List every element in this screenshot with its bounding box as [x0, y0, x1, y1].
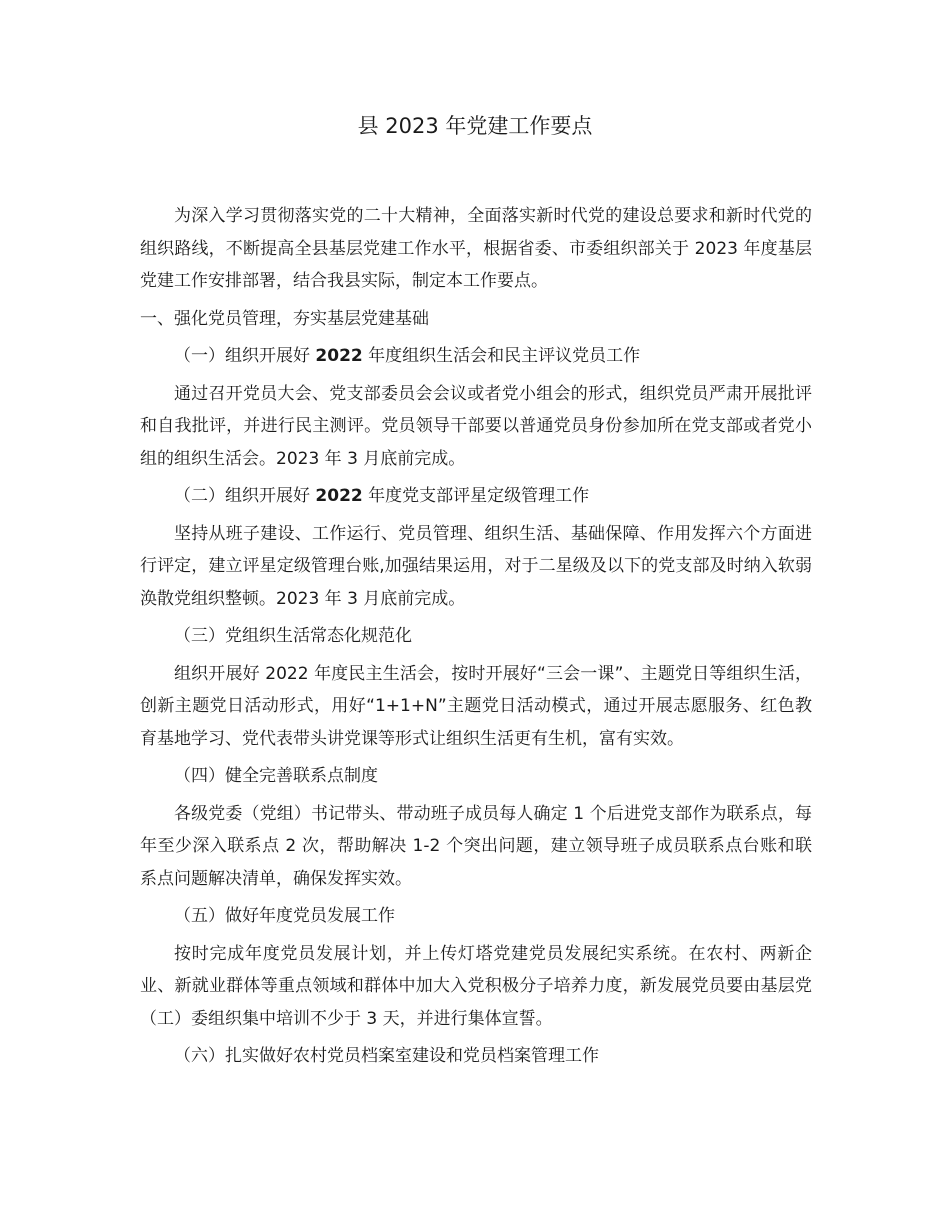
item-heading-suffix: 年度组织生活会和民主评议党员工作	[362, 346, 641, 366]
item-heading: （六）扎实做好农村党员档案室建设和党员档案管理工作	[174, 1046, 599, 1066]
item-heading-prefix: （二）组织开展好	[174, 486, 316, 506]
item-heading: （三）党组织生活常态化规范化	[174, 626, 412, 646]
item-heading: （四）健全完善联系点制度	[174, 766, 378, 786]
intro-paragraph: 为深入学习贯彻落实党的二十大精神，全面落实新时代党的建设总要求和新时代党的组织路线，不断提高全县基层党建工作水平，根据省委、市委组织部关于 2023 年度基层党建工作安排部署，结合我县实际，制定本工作要点。	[140, 206, 812, 291]
item-body: 各级党委（党组）书记带头、带动班子成员每人确定 1 个后进党支部作为联系点，每年至少深入联系点 2 次，帮助解决 1-2 个突出问题，建立领导班子成员联系点台账和联系点问题解决清单，确保发挥实效。	[140, 803, 812, 889]
item-body: 坚持从班子建设、工作运行、党员管理、组织生活、基础保障、作用发挥六个方面进行评定，建立评星定级管理台账,加强结果运用，对于二星级及以下的党支部及时纳入软弱涣散党组织整顿。2023 年 3 月底前完成。	[140, 523, 812, 609]
item-body: 通过召开党员大会、党支部委员会会议或者党小组会的形式，组织党员严肃开展批评和自我批评，并进行民主测评。党员领导干部要以普通党员身份参加所在党支部或者党小组的组织生活会。2023 年 3 月底前完成。	[140, 383, 812, 469]
section-heading: 一、强化党员管理，夯实基层党建基础	[140, 308, 429, 329]
item-heading-suffix: 年度党支部评星定级管理工作	[362, 486, 590, 506]
item-heading	[140, 480, 812, 513]
document-title: 县 2023 年党建工作要点	[357, 114, 593, 138]
item-heading: （五）做好年度党员发展工作	[174, 906, 395, 926]
item-heading	[140, 340, 812, 373]
item-heading-year: 2022	[315, 486, 363, 506]
document-body	[140, 200, 812, 1078]
item-body: 按时完成年度党员发展计划，并上传灯塔党建党员发展纪实系统。在农村、两新企业、新就业群体等重点领域和群体中加大入党积极分子培养力度，新发展党员要由基层党（工）委组织集中培训不少于 3 天，并进行集体宣誓。	[140, 943, 812, 1029]
item-body: 组织开展好 2022 年度民主生活会，按时开展好“三会一课”、主题党日等组织生活，创新主题党日活动形式，用好“1+1+N”主题党日活动模式，通过开展志愿服务、红色教育基地学习、党代表带头讲党课等形式让组织生活更有生机，富有实效。	[140, 663, 812, 749]
item-heading-year: 2022	[315, 346, 363, 366]
item-heading-prefix: （一）组织开展好	[174, 346, 316, 366]
